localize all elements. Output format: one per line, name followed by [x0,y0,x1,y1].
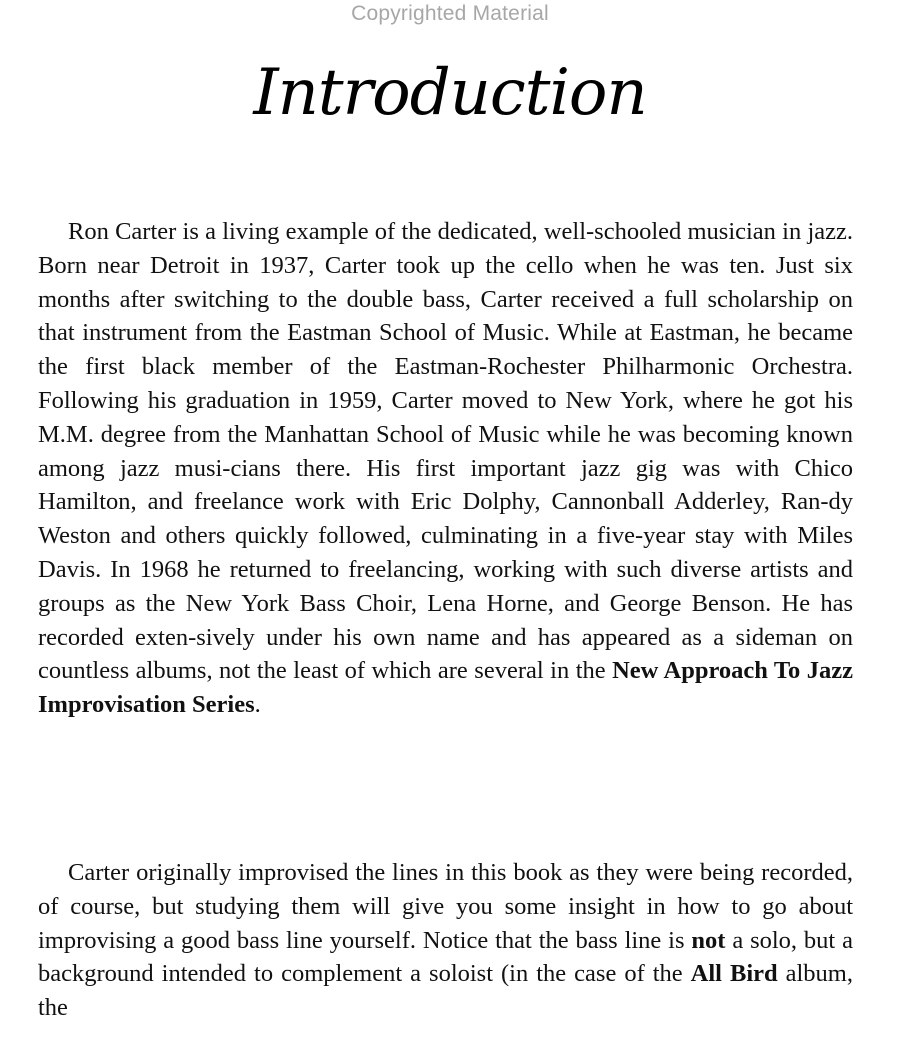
intro-paragraph-2 [38,856,853,1025]
intro-paragraph-1 [38,215,853,722]
paragraph-text: Carter originally improvised the lines in this book as they were being recorded, of course, but studying them will give you some insight in how to go about improvising a good bass line yourself. Notice that the bass line is [38,859,853,954]
page-title: Introduction [253,56,647,130]
paragraph-text: a solo, but a background intended to complement a soloist (in the case of the [38,926,853,988]
emphasis-bold: not [691,926,726,954]
album-title-bold: All Bird [690,960,778,988]
paragraph-text: . [254,691,261,719]
paragraph-text: album, the [38,960,853,1022]
series-title-bold: New Approach To Jazz Improvisation Series [38,657,853,719]
copyright-watermark: Copyrighted Material [351,2,549,25]
paragraph-text: Ron Carter is a living example of the dedicated, well-schooled musician in jazz. Born near Detroit in 1937, Carter took up the cello when he was ten. Just six months after switching to the double bass, Carter received a full scholarship on that instrument from the Eastman School of Music. While at Eastman, he became the first black member of the Eastman-Rochester Philharmonic Orchestra. Following his graduation in 1959, Carter moved to New York, where he got his M.M. degree from the Manhattan School of Music while he was becoming known among jazz musi-cians there. His first important jazz gig was with Chico Hamilton, and freelance work with Eric Dolphy, Cannonball Adderley, Ran-dy Weston and others quickly followed, culminating in a five-year stay with Miles Davis. In 1968 he returned to freelancing, working with such diverse artists and groups as the New York Bass Choir, Lena Horne, and George Benson. He has recorded exten-sively under his own name and has appeared as a sideman on countless albums, not the least of which are several in the [38,218,853,685]
